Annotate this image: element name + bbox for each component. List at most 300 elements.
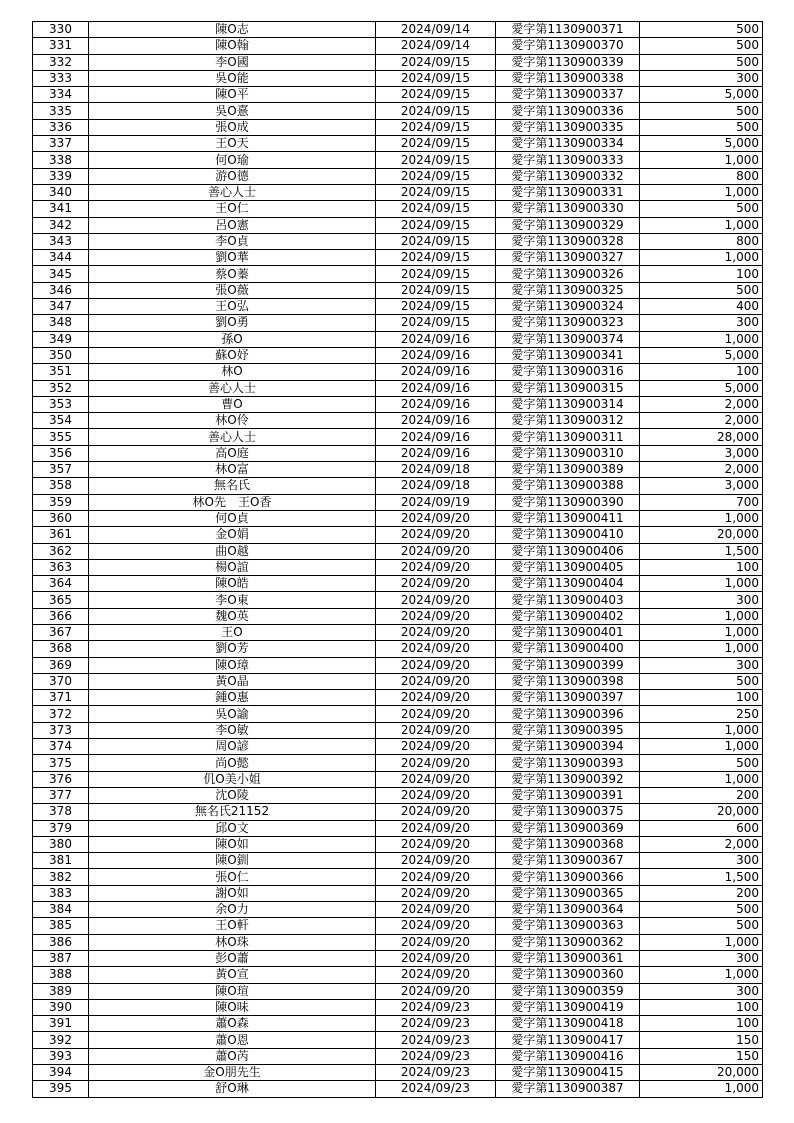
donation-amount: 1,000	[640, 608, 763, 624]
donor-name: 邱O文	[89, 820, 376, 836]
donation-amount: 1,000	[640, 576, 763, 592]
donation-date: 2024/09/20	[376, 853, 496, 869]
donor-name: 王O仁	[89, 201, 376, 217]
donor-name: 陳O平	[89, 87, 376, 103]
table-row	[33, 1048, 763, 1064]
table-row	[33, 836, 763, 852]
table-row	[33, 853, 763, 869]
donor-name: 蕭O芮	[89, 1048, 376, 1064]
donation-date: 2024/09/15	[376, 266, 496, 282]
row-number: 358	[33, 478, 89, 494]
row-number: 379	[33, 820, 89, 836]
donation-date: 2024/09/20	[376, 869, 496, 885]
donation-date: 2024/09/20	[376, 510, 496, 526]
row-number: 330	[33, 22, 89, 38]
donor-name: 吳O諭	[89, 706, 376, 722]
row-number: 353	[33, 396, 89, 412]
row-number: 386	[33, 934, 89, 950]
donor-name: 陳O志	[89, 22, 376, 38]
donor-name: 林O伶	[89, 413, 376, 429]
receipt-number: 愛字第1130900375	[496, 804, 640, 820]
receipt-number: 愛字第1130900364	[496, 902, 640, 918]
row-number: 351	[33, 364, 89, 380]
donor-name: 李O東	[89, 592, 376, 608]
table-row	[33, 396, 763, 412]
donation-amount: 20,000	[640, 1065, 763, 1081]
donor-name: 魏O英	[89, 608, 376, 624]
donation-amount: 500	[640, 201, 763, 217]
donor-name: 蕭O恩	[89, 1032, 376, 1048]
donation-amount: 100	[640, 1016, 763, 1032]
row-number: 380	[33, 836, 89, 852]
row-number: 332	[33, 54, 89, 70]
donation-date: 2024/09/23	[376, 1048, 496, 1064]
table-row	[33, 869, 763, 885]
donor-name: 楊O誼	[89, 559, 376, 575]
row-number: 395	[33, 1081, 89, 1097]
donor-name: 余O力	[89, 902, 376, 918]
donor-name: 林O珠	[89, 934, 376, 950]
receipt-number: 愛字第1130900330	[496, 201, 640, 217]
donation-table-body	[33, 22, 763, 1098]
donation-date: 2024/09/23	[376, 1032, 496, 1048]
donor-name: 王O天	[89, 136, 376, 152]
donation-amount: 100	[640, 559, 763, 575]
receipt-number: 愛字第1130900334	[496, 136, 640, 152]
donation-date: 2024/09/20	[376, 559, 496, 575]
row-number: 388	[33, 967, 89, 983]
donor-name: 蔡O蓁	[89, 266, 376, 282]
row-number: 383	[33, 885, 89, 901]
donation-date: 2024/09/15	[376, 184, 496, 200]
table-row	[33, 1032, 763, 1048]
donation-date: 2024/09/23	[376, 1065, 496, 1081]
table-row	[33, 299, 763, 315]
donor-name: 黃O晶	[89, 673, 376, 689]
row-number: 331	[33, 38, 89, 54]
donation-date: 2024/09/20	[376, 641, 496, 657]
table-row	[33, 967, 763, 983]
donation-date: 2024/09/16	[376, 380, 496, 396]
donation-date: 2024/09/18	[376, 478, 496, 494]
donation-amount: 100	[640, 690, 763, 706]
receipt-number: 愛字第1130900389	[496, 462, 640, 478]
donor-name: 何O瑜	[89, 152, 376, 168]
table-row	[33, 429, 763, 445]
donation-amount: 500	[640, 918, 763, 934]
donation-date: 2024/09/20	[376, 934, 496, 950]
table-row	[33, 70, 763, 86]
donor-name: 李O敏	[89, 722, 376, 738]
row-number: 374	[33, 739, 89, 755]
table-row	[33, 722, 763, 738]
donation-date: 2024/09/15	[376, 136, 496, 152]
row-number: 385	[33, 918, 89, 934]
receipt-number: 愛字第1130900336	[496, 103, 640, 119]
donor-name: 劉O華	[89, 250, 376, 266]
receipt-number: 愛字第1130900337	[496, 87, 640, 103]
row-number: 368	[33, 641, 89, 657]
donation-date: 2024/09/16	[376, 445, 496, 461]
donation-amount: 1,000	[640, 184, 763, 200]
donation-amount: 1,000	[640, 934, 763, 950]
row-number: 359	[33, 494, 89, 510]
row-number: 381	[33, 853, 89, 869]
table-row	[33, 152, 763, 168]
donation-date: 2024/09/14	[376, 38, 496, 54]
donation-amount: 1,500	[640, 543, 763, 559]
donation-date: 2024/09/20	[376, 576, 496, 592]
table-row	[33, 804, 763, 820]
donor-name: 張O薇	[89, 282, 376, 298]
table-row	[33, 673, 763, 689]
donor-name: 黃O宣	[89, 967, 376, 983]
receipt-number: 愛字第1130900366	[496, 869, 640, 885]
receipt-number: 愛字第1130900394	[496, 739, 640, 755]
receipt-number: 愛字第1130900390	[496, 494, 640, 510]
table-row	[33, 233, 763, 249]
receipt-number: 愛字第1130900311	[496, 429, 640, 445]
receipt-number: 愛字第1130900310	[496, 445, 640, 461]
table-row	[33, 543, 763, 559]
donation-date: 2024/09/23	[376, 1081, 496, 1097]
row-number: 389	[33, 983, 89, 999]
table-row	[33, 1016, 763, 1032]
donation-amount: 300	[640, 983, 763, 999]
table-row	[33, 168, 763, 184]
donation-date: 2024/09/20	[376, 690, 496, 706]
receipt-number: 愛字第1130900396	[496, 706, 640, 722]
row-number: 364	[33, 576, 89, 592]
receipt-number: 愛字第1130900391	[496, 787, 640, 803]
receipt-number: 愛字第1130900333	[496, 152, 640, 168]
table-row	[33, 576, 763, 592]
donor-name: 張O仁	[89, 869, 376, 885]
donation-amount: 200	[640, 787, 763, 803]
table-row	[33, 250, 763, 266]
donor-name: 林O富	[89, 462, 376, 478]
receipt-number: 愛字第1130900417	[496, 1032, 640, 1048]
donation-date: 2024/09/15	[376, 119, 496, 135]
donor-name: 劉O勇	[89, 315, 376, 331]
row-number: 348	[33, 315, 89, 331]
donation-amount: 2,000	[640, 396, 763, 412]
donor-name: 陳O璋	[89, 657, 376, 673]
row-number: 382	[33, 869, 89, 885]
donation-amount: 100	[640, 266, 763, 282]
donation-date: 2024/09/15	[376, 70, 496, 86]
donation-amount: 1,000	[640, 641, 763, 657]
donor-name: 彭O蕭	[89, 950, 376, 966]
donation-date: 2024/09/20	[376, 755, 496, 771]
row-number: 363	[33, 559, 89, 575]
row-number: 334	[33, 87, 89, 103]
receipt-number: 愛字第1130900410	[496, 527, 640, 543]
donation-date: 2024/09/15	[376, 152, 496, 168]
donation-amount: 500	[640, 54, 763, 70]
row-number: 390	[33, 999, 89, 1015]
receipt-number: 愛字第1130900404	[496, 576, 640, 592]
row-number: 355	[33, 429, 89, 445]
row-number: 384	[33, 902, 89, 918]
donation-amount: 100	[640, 999, 763, 1015]
receipt-number: 愛字第1130900419	[496, 999, 640, 1015]
table-row	[33, 592, 763, 608]
receipt-number: 愛字第1130900416	[496, 1048, 640, 1064]
donor-name: 李O國	[89, 54, 376, 70]
receipt-number: 愛字第1130900362	[496, 934, 640, 950]
donation-date: 2024/09/20	[376, 804, 496, 820]
receipt-number: 愛字第1130900331	[496, 184, 640, 200]
donation-date: 2024/09/15	[376, 168, 496, 184]
row-number: 349	[33, 331, 89, 347]
donation-date: 2024/09/20	[376, 836, 496, 852]
receipt-number: 愛字第1130900398	[496, 673, 640, 689]
donor-name: 金O朋先生	[89, 1065, 376, 1081]
donor-name: 鍾O惠	[89, 690, 376, 706]
donation-date: 2024/09/16	[376, 396, 496, 412]
donor-name: 陳O皓	[89, 576, 376, 592]
donor-name: 善心人士	[89, 429, 376, 445]
donation-date: 2024/09/20	[376, 787, 496, 803]
donation-amount: 1,000	[640, 250, 763, 266]
table-row	[33, 706, 763, 722]
receipt-number: 愛字第1130900323	[496, 315, 640, 331]
table-row	[33, 380, 763, 396]
receipt-number: 愛字第1130900387	[496, 1081, 640, 1097]
donor-name: 陳O瑄	[89, 983, 376, 999]
donor-name: 陳O如	[89, 836, 376, 852]
donation-date: 2024/09/20	[376, 983, 496, 999]
donation-date: 2024/09/19	[376, 494, 496, 510]
donation-amount: 300	[640, 592, 763, 608]
donation-amount: 1,000	[640, 331, 763, 347]
donation-amount: 250	[640, 706, 763, 722]
donor-name: 曲O越	[89, 543, 376, 559]
donor-name: 曹O	[89, 396, 376, 412]
donor-name: 何O貞	[89, 510, 376, 526]
donation-date: 2024/09/20	[376, 739, 496, 755]
donation-amount: 5,000	[640, 87, 763, 103]
row-number: 367	[33, 624, 89, 640]
table-row	[33, 38, 763, 54]
row-number: 387	[33, 950, 89, 966]
row-number: 372	[33, 706, 89, 722]
donation-amount: 3,000	[640, 445, 763, 461]
receipt-number: 愛字第1130900365	[496, 885, 640, 901]
donor-name: 蘇O妤	[89, 347, 376, 363]
donation-amount: 1,000	[640, 739, 763, 755]
receipt-number: 愛字第1130900392	[496, 771, 640, 787]
donor-name: 吳O憙	[89, 103, 376, 119]
receipt-number: 愛字第1130900405	[496, 559, 640, 575]
receipt-number: 愛字第1130900338	[496, 70, 640, 86]
donation-date: 2024/09/20	[376, 885, 496, 901]
donation-date: 2024/09/20	[376, 527, 496, 543]
row-number: 342	[33, 217, 89, 233]
donation-amount: 300	[640, 853, 763, 869]
table-row	[33, 331, 763, 347]
row-number: 341	[33, 201, 89, 217]
receipt-number: 愛字第1130900411	[496, 510, 640, 526]
donation-date: 2024/09/20	[376, 950, 496, 966]
receipt-number: 愛字第1130900339	[496, 54, 640, 70]
donation-amount: 28,000	[640, 429, 763, 445]
donor-name: 張O成	[89, 119, 376, 135]
donation-amount: 300	[640, 70, 763, 86]
table-row	[33, 184, 763, 200]
donation-date: 2024/09/20	[376, 722, 496, 738]
donation-date: 2024/09/16	[376, 347, 496, 363]
receipt-number: 愛字第1130900397	[496, 690, 640, 706]
table-row	[33, 510, 763, 526]
receipt-number: 愛字第1130900402	[496, 608, 640, 624]
table-row	[33, 918, 763, 934]
row-number: 357	[33, 462, 89, 478]
donor-name: 金O娟	[89, 527, 376, 543]
table-row	[33, 347, 763, 363]
donation-amount: 2,000	[640, 836, 763, 852]
donor-name: 林O	[89, 364, 376, 380]
table-row	[33, 315, 763, 331]
table-row	[33, 657, 763, 673]
donation-amount: 700	[640, 494, 763, 510]
table-row	[33, 999, 763, 1015]
donor-name: 呂O憲	[89, 217, 376, 233]
table-row	[33, 608, 763, 624]
donation-amount: 1,000	[640, 771, 763, 787]
donation-date: 2024/09/20	[376, 771, 496, 787]
row-number: 337	[33, 136, 89, 152]
donation-amount: 5,000	[640, 136, 763, 152]
donation-amount: 500	[640, 22, 763, 38]
donor-name: 陳O翰	[89, 38, 376, 54]
donation-amount: 400	[640, 299, 763, 315]
row-number: 345	[33, 266, 89, 282]
row-number: 373	[33, 722, 89, 738]
receipt-number: 愛字第1130900314	[496, 396, 640, 412]
row-number: 346	[33, 282, 89, 298]
receipt-number: 愛字第1130900360	[496, 967, 640, 983]
row-number: 375	[33, 755, 89, 771]
donation-amount: 300	[640, 950, 763, 966]
receipt-number: 愛字第1130900316	[496, 364, 640, 380]
row-number: 360	[33, 510, 89, 526]
donor-name: 謝O如	[89, 885, 376, 901]
donation-amount: 1,000	[640, 722, 763, 738]
donor-name: 李O貞	[89, 233, 376, 249]
donation-amount: 600	[640, 820, 763, 836]
receipt-number: 愛字第1130900415	[496, 1065, 640, 1081]
donation-date: 2024/09/20	[376, 967, 496, 983]
donation-date: 2024/09/14	[376, 22, 496, 38]
donation-amount: 300	[640, 657, 763, 673]
receipt-number: 愛字第1130900367	[496, 853, 640, 869]
row-number: 356	[33, 445, 89, 461]
receipt-number: 愛字第1130900369	[496, 820, 640, 836]
donation-amount: 100	[640, 364, 763, 380]
table-row	[33, 136, 763, 152]
donor-name: 仉O美小姐	[89, 771, 376, 787]
row-number: 393	[33, 1048, 89, 1064]
table-row	[33, 266, 763, 282]
donation-date: 2024/09/20	[376, 543, 496, 559]
receipt-number: 愛字第1130900325	[496, 282, 640, 298]
donor-name: 蕭O森	[89, 1016, 376, 1032]
donation-date: 2024/09/15	[376, 282, 496, 298]
donor-name: 陳O釧	[89, 853, 376, 869]
donation-amount: 500	[640, 902, 763, 918]
donation-amount: 500	[640, 119, 763, 135]
table-row	[33, 103, 763, 119]
donation-date: 2024/09/20	[376, 608, 496, 624]
donation-date: 2024/09/15	[376, 315, 496, 331]
donation-amount: 1,500	[640, 869, 763, 885]
donor-name: 無名氏21152	[89, 804, 376, 820]
row-number: 347	[33, 299, 89, 315]
table-row	[33, 1065, 763, 1081]
donation-date: 2024/09/20	[376, 706, 496, 722]
table-row	[33, 282, 763, 298]
donor-name: 尚O懿	[89, 755, 376, 771]
row-number: 361	[33, 527, 89, 543]
receipt-number: 愛字第1130900324	[496, 299, 640, 315]
table-row	[33, 119, 763, 135]
donor-name: 吳O能	[89, 70, 376, 86]
row-number: 336	[33, 119, 89, 135]
row-number: 369	[33, 657, 89, 673]
donor-name: 林O先 王O香	[89, 494, 376, 510]
donor-name: 劉O芳	[89, 641, 376, 657]
table-row	[33, 413, 763, 429]
donation-date: 2024/09/18	[376, 462, 496, 478]
receipt-number: 愛字第1130900399	[496, 657, 640, 673]
donation-date: 2024/09/20	[376, 592, 496, 608]
donation-date: 2024/09/15	[376, 250, 496, 266]
donation-date: 2024/09/15	[376, 217, 496, 233]
donor-name: 孫O	[89, 331, 376, 347]
receipt-number: 愛字第1130900315	[496, 380, 640, 396]
donation-amount: 3,000	[640, 478, 763, 494]
donation-date: 2024/09/23	[376, 1016, 496, 1032]
receipt-number: 愛字第1130900341	[496, 347, 640, 363]
donor-name: 王O	[89, 624, 376, 640]
donor-name: 王O弘	[89, 299, 376, 315]
donation-date: 2024/09/20	[376, 902, 496, 918]
receipt-number: 愛字第1130900393	[496, 755, 640, 771]
table-row	[33, 559, 763, 575]
table-row	[33, 201, 763, 217]
donation-amount: 5,000	[640, 380, 763, 396]
donation-amount: 1,000	[640, 624, 763, 640]
donation-amount: 1,000	[640, 217, 763, 233]
table-row	[33, 641, 763, 657]
receipt-number: 愛字第1130900329	[496, 217, 640, 233]
table-row	[33, 22, 763, 38]
donation-date: 2024/09/16	[376, 331, 496, 347]
donation-amount: 500	[640, 282, 763, 298]
donor-name: 游O德	[89, 168, 376, 184]
row-number: 333	[33, 70, 89, 86]
donation-date: 2024/09/23	[376, 999, 496, 1015]
donation-amount: 1,000	[640, 510, 763, 526]
table-row	[33, 690, 763, 706]
row-number: 335	[33, 103, 89, 119]
row-number: 344	[33, 250, 89, 266]
receipt-number: 愛字第1130900401	[496, 624, 640, 640]
donation-date: 2024/09/20	[376, 918, 496, 934]
row-number: 376	[33, 771, 89, 787]
